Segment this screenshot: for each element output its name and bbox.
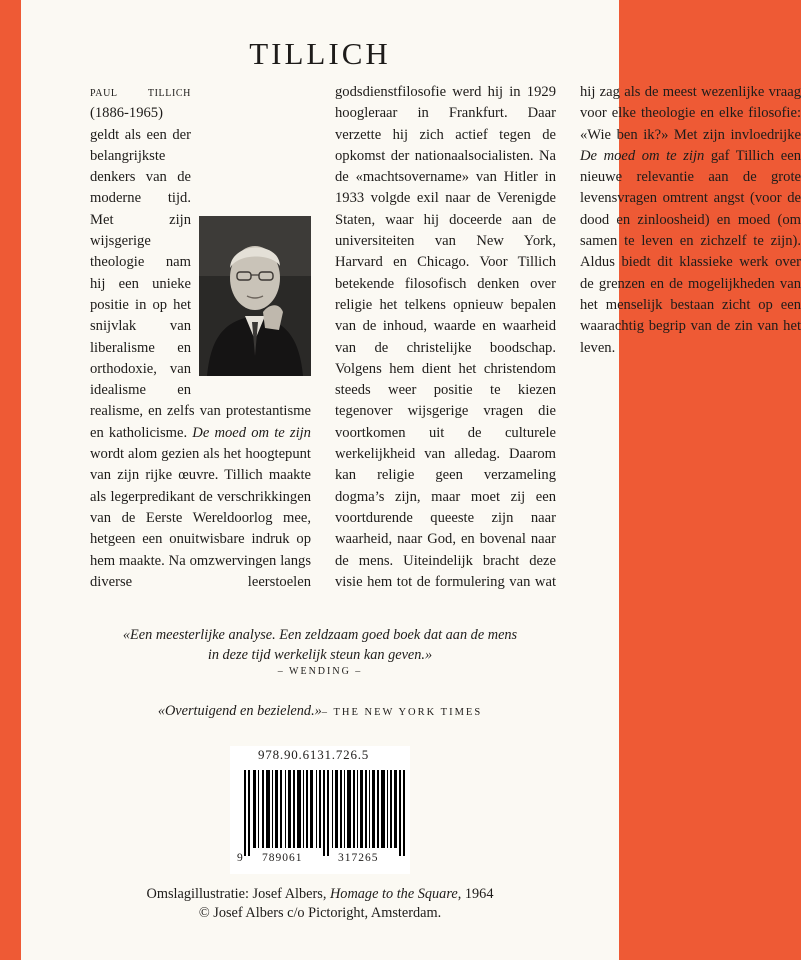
author-portrait [199,216,311,376]
cover-illustration-credit [0,886,640,903]
barcode-icon [244,770,408,856]
body-text-segment: gaf Tillich een nieuwe relevantie aan de grote levensvragen omtrent angst (voor de dood en zinloosheid) en moed (om samen te leven en zichzelf te zijn). Aldus biedt dit klassieke werk over de grenzen en de mogelijkheden van het menselijk bestaan zicht op een waarachtig begrip van de zin van het leven. [580,147,801,356]
credit-work-title: Homage to the Square [329,886,458,902]
author-name: paul tillich [90,84,191,100]
copyright-notice: © Josef Albers c/o Pictoright, Amsterdam. [198,905,442,921]
review-quote-line: in deze tijd werkelijk steun kan geven.» [207,647,433,663]
book-title-mention: De moed om te zijn [192,424,311,441]
barcode-digits-left: 789061 [262,852,303,864]
body-text-segment: (1886-1965) geldt als een der belangrijkste denkers van de moderne tijd. Met zijn wijsgerige theologie nam hij een unieke positie in op het snijvlak van liberalisme en orthodoxie, van idealisme en realisme, en zelfs van protestantisme en katholicisme. [90,105,311,441]
portrait-photo [199,216,311,376]
credit-prefix: Omslagillustratie: Josef Albers, [146,886,330,902]
blurb [90,82,801,610]
isbn-number: 978.90.6131.726.5 [258,747,370,762]
press-quote [90,703,550,720]
book-title: TILLICH [249,36,391,71]
body-text-segment: wordt alom gezien als het hoogtepunt van zijn rijke œuvre. Tillich maakte als legerpredikant de verschrikkingen van de Eerste Wereldoorlog mee, hetgeen een onuitwisbare indruk op hem maakte. Na omzwervingen langs diverse leerstoelen godsdienstfilosofie werd hij in 1929 hoogleraar in Frankfurt. Daar verzette hij zich actief tegen de opkomst der nationaalsocialisten. Na de «machtsovername» van Hitler in 1933 volgde exil naar de Verenigde Staten, waar hij doceerde aan de universiteiten van New York, Harvard en Chicago. Voor Tillich betekende filosofisch denken over religie het telkens opnieuw bepalen van de inhoud, waarde en waarheid van de christelijke boodschap. Volgens hem dient het christendom steeds weer positie te kiezen tegenover wijsgerige vragen die voortkomen uit de culturele werkelijkheid van alledag. Daarom kan religie geen verzameling dogma’s zijn, maar moet zij een voortdurende queeste zijn naar waarheid, naar God, en bovenal naar de mens. Uiteindelijk bracht deze visie hem tot de formulering van wat hij zag als de meest wezenlijke vraag voor elke theologie en elke filosofie: «Wie ben ik?» Met zijn invloedrijke [90,84,801,590]
review-quote [90,625,550,665]
book-title-mention: De moed om te zijn [580,147,705,164]
review-attribution: – WENDING – [277,666,363,677]
barcode-digit-lead: 9 [237,852,243,864]
review-quote-line: «Een meesterlijke analyse. Een zeldzaam goed boek dat aan de mens [122,627,518,643]
press-quote-text: «Overtuigend en bezielend.» [157,703,322,719]
press-quote-source: – THE NEW YORK TIMES [321,707,483,718]
barcode-digits-right: 317265 [338,852,379,864]
credit-year: , 1964 [457,886,494,902]
blurb-paragraph [90,82,801,610]
